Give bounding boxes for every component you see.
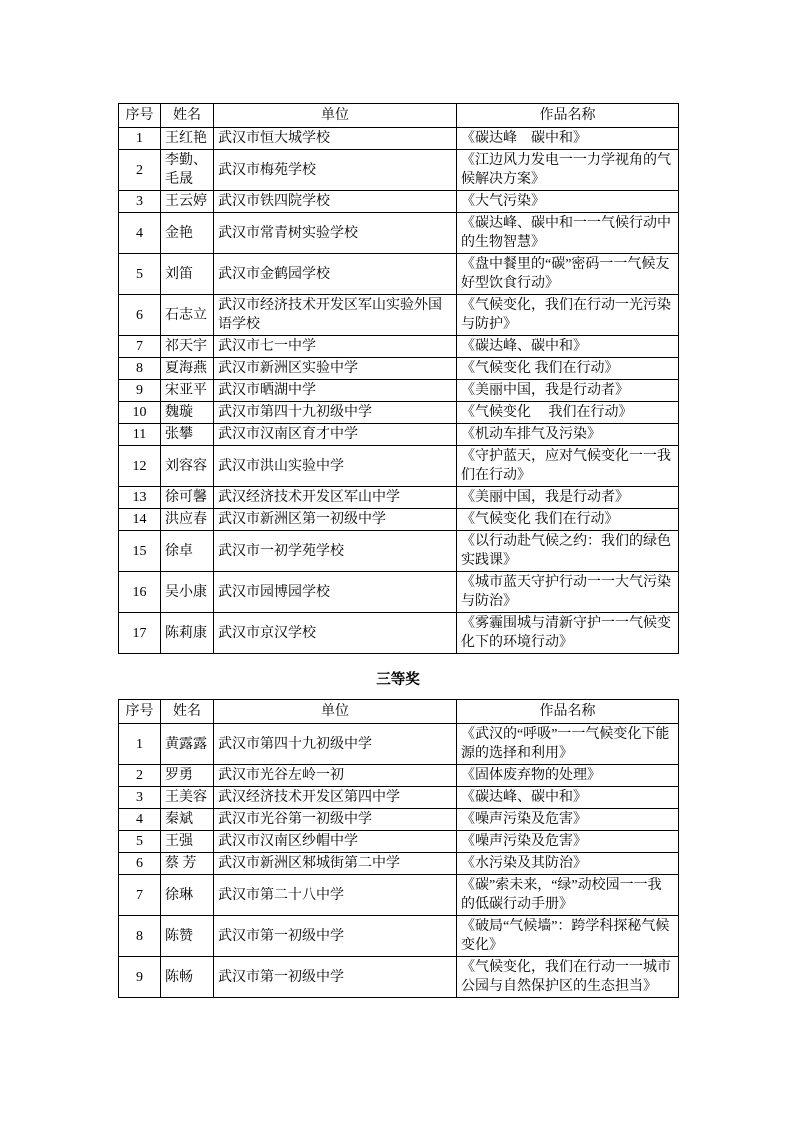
row-work-title: 《碳达峰 碳中和》 <box>457 128 679 150</box>
table-row <box>119 446 679 487</box>
table-header-row <box>119 104 679 128</box>
row-serial-number: 3 <box>119 787 161 809</box>
row-serial-number: 7 <box>119 875 161 916</box>
column-header-unit: 单位 <box>214 104 457 128</box>
table-row <box>119 213 679 254</box>
row-person-name: 石志立 <box>161 295 214 336</box>
row-serial-number: 14 <box>119 509 161 531</box>
row-person-name: 徐卓 <box>161 531 214 572</box>
table-row <box>119 724 679 765</box>
row-serial-number: 2 <box>119 150 161 191</box>
row-school-unit: 武汉市第四十九初级中学 <box>214 402 457 424</box>
row-work-title: 《美丽中国，我是行动者》 <box>457 487 679 509</box>
row-school-unit: 武汉市铁四院学校 <box>214 191 457 213</box>
row-person-name: 陈莉康 <box>161 613 214 654</box>
row-person-name: 王强 <box>161 831 214 853</box>
row-work-title: 《雾霾围城与清新守护一一气候变化下的环境行动》 <box>457 613 679 654</box>
table-row <box>119 380 679 402</box>
row-school-unit: 武汉市洪山实验中学 <box>214 446 457 487</box>
row-school-unit: 武汉市新洲区实验中学 <box>214 358 457 380</box>
table-row <box>119 613 679 654</box>
row-person-name: 金艳 <box>161 213 214 254</box>
table-row <box>119 572 679 613</box>
row-work-title: 《盘中餐里的“碳”密码一一气候友好型饮食行动》 <box>457 254 679 295</box>
column-header-unit: 单位 <box>214 700 457 724</box>
row-person-name: 徐琳 <box>161 875 214 916</box>
row-person-name: 刘笛 <box>161 254 214 295</box>
table-row <box>119 875 679 916</box>
row-serial-number: 7 <box>119 336 161 358</box>
table-row <box>119 358 679 380</box>
row-person-name: 李勤、毛晟 <box>161 150 214 191</box>
row-serial-number: 1 <box>119 724 161 765</box>
row-serial-number: 5 <box>119 831 161 853</box>
table-row <box>119 128 679 150</box>
row-work-title: 《碳达峰、碳中和一一气候行动中的生物智慧》 <box>457 213 679 254</box>
row-person-name: 陈畅 <box>161 957 214 998</box>
table-row <box>119 916 679 957</box>
row-work-title: 《机动车排气及污染》 <box>457 424 679 446</box>
row-school-unit: 武汉市汉南区育才中学 <box>214 424 457 446</box>
document-content <box>118 103 678 998</box>
column-header-work: 作品名称 <box>457 104 679 128</box>
row-work-title: 《破局“气候墙”：跨学科探秘气候变化》 <box>457 916 679 957</box>
table-row <box>119 424 679 446</box>
row-school-unit: 武汉经济技术开发区第四中学 <box>214 787 457 809</box>
award-table-third-prize <box>118 699 679 998</box>
table-row <box>119 295 679 336</box>
award-table-upper <box>118 103 679 654</box>
row-school-unit: 武汉市光谷左岭一初 <box>214 765 457 787</box>
row-serial-number: 9 <box>119 957 161 998</box>
row-person-name: 宋亚平 <box>161 380 214 402</box>
table-row <box>119 487 679 509</box>
row-person-name: 王美容 <box>161 787 214 809</box>
row-school-unit: 武汉市园博园学校 <box>214 572 457 613</box>
row-school-unit: 武汉市京汉学校 <box>214 613 457 654</box>
table-header-row <box>119 700 679 724</box>
row-person-name: 蔡 芳 <box>161 853 214 875</box>
row-serial-number: 6 <box>119 295 161 336</box>
row-serial-number: 8 <box>119 916 161 957</box>
row-person-name: 黄露露 <box>161 724 214 765</box>
row-work-title: 《以行动赴气候之约：我们的绿色实践课》 <box>457 531 679 572</box>
row-serial-number: 16 <box>119 572 161 613</box>
column-header-name: 姓名 <box>161 700 214 724</box>
table-row <box>119 509 679 531</box>
row-work-title: 《气候变化 我们在行动》 <box>457 358 679 380</box>
row-work-title: 《碳达峰、碳中和》 <box>457 787 679 809</box>
row-serial-number: 2 <box>119 765 161 787</box>
row-person-name: 夏海燕 <box>161 358 214 380</box>
row-person-name: 陈赞 <box>161 916 214 957</box>
table-row <box>119 254 679 295</box>
row-person-name: 魏璇 <box>161 402 214 424</box>
row-school-unit: 武汉市第一初级中学 <box>214 916 457 957</box>
table-row <box>119 787 679 809</box>
row-serial-number: 10 <box>119 402 161 424</box>
row-school-unit: 武汉市汉南区纱帽中学 <box>214 831 457 853</box>
row-serial-number: 5 <box>119 254 161 295</box>
table-row <box>119 531 679 572</box>
column-header-serial: 序号 <box>119 700 161 724</box>
table-row <box>119 402 679 424</box>
table-row <box>119 853 679 875</box>
row-work-title: 《气候变化 我们在行动》 <box>457 509 679 531</box>
table-row <box>119 765 679 787</box>
row-serial-number: 11 <box>119 424 161 446</box>
table-row <box>119 957 679 998</box>
row-serial-number: 13 <box>119 487 161 509</box>
table-row <box>119 336 679 358</box>
row-serial-number: 4 <box>119 213 161 254</box>
row-person-name: 罗勇 <box>161 765 214 787</box>
row-school-unit: 武汉市梅苑学校 <box>214 150 457 191</box>
column-header-work: 作品名称 <box>457 700 679 724</box>
row-person-name: 王红艳 <box>161 128 214 150</box>
section-heading-third-prize: 三等奖 <box>376 672 420 688</box>
row-serial-number: 3 <box>119 191 161 213</box>
award-table-upper-body <box>119 128 679 654</box>
column-header-serial: 序号 <box>119 104 161 128</box>
table-row <box>119 831 679 853</box>
row-school-unit: 武汉市新洲区第一初级中学 <box>214 509 457 531</box>
row-serial-number: 8 <box>119 358 161 380</box>
row-work-title: 《气候变化，我们在行动一光污染与防护》 <box>457 295 679 336</box>
row-school-unit: 武汉市常青树实验学校 <box>214 213 457 254</box>
row-school-unit: 武汉市恒大城学校 <box>214 128 457 150</box>
row-serial-number: 4 <box>119 809 161 831</box>
row-person-name: 吴小康 <box>161 572 214 613</box>
row-school-unit: 武汉市一初学苑学校 <box>214 531 457 572</box>
row-serial-number: 12 <box>119 446 161 487</box>
row-work-title: 《武汉的“呼吸”一一气候变化下能源的选择和利用》 <box>457 724 679 765</box>
row-work-title: 《江边风力发电一一力学视角的气候解决方案》 <box>457 150 679 191</box>
row-work-title: 《噪声污染及危害》 <box>457 831 679 853</box>
row-serial-number: 9 <box>119 380 161 402</box>
row-work-title: 《水污染及其防治》 <box>457 853 679 875</box>
row-serial-number: 15 <box>119 531 161 572</box>
table-row <box>119 809 679 831</box>
row-work-title: 《城市蓝天守护行动一一大气污染与防治》 <box>457 572 679 613</box>
row-person-name: 徐可馨 <box>161 487 214 509</box>
row-person-name: 刘容容 <box>161 446 214 487</box>
row-work-title: 《美丽中国，我是行动者》 <box>457 380 679 402</box>
row-person-name: 洪应春 <box>161 509 214 531</box>
row-person-name: 张攀 <box>161 424 214 446</box>
table-row <box>119 191 679 213</box>
row-serial-number: 17 <box>119 613 161 654</box>
table-header <box>119 700 679 724</box>
row-work-title: 《固体废弃物的处理》 <box>457 765 679 787</box>
row-work-title: 《大气污染》 <box>457 191 679 213</box>
column-header-name: 姓名 <box>161 104 214 128</box>
row-work-title: 《碳”索未来，“绿”动校园一一我的低碳行动手册》 <box>457 875 679 916</box>
row-school-unit: 武汉市经济技术开发区军山实验外国语学校 <box>214 295 457 336</box>
row-school-unit: 武汉市新洲区邾城街第二中学 <box>214 853 457 875</box>
row-person-name: 秦斌 <box>161 809 214 831</box>
row-school-unit: 武汉市第一初级中学 <box>214 957 457 998</box>
row-work-title: 《守护蓝天，应对气候变化一一我们在行动》 <box>457 446 679 487</box>
row-work-title: 《碳达峰、碳中和》 <box>457 336 679 358</box>
row-school-unit: 武汉市晒湖中学 <box>214 380 457 402</box>
table-row <box>119 150 679 191</box>
row-school-unit: 武汉市第二十八中学 <box>214 875 457 916</box>
row-school-unit: 武汉市七一中学 <box>214 336 457 358</box>
row-person-name: 祁天宇 <box>161 336 214 358</box>
row-work-title: 《噪声污染及危害》 <box>457 809 679 831</box>
award-table-third-prize-body <box>119 724 679 998</box>
row-school-unit: 武汉市金鹤园学校 <box>214 254 457 295</box>
row-serial-number: 1 <box>119 128 161 150</box>
row-school-unit: 武汉经济技术开发区军山中学 <box>214 487 457 509</box>
table-header <box>119 104 679 128</box>
row-person-name: 王云婷 <box>161 191 214 213</box>
row-school-unit: 武汉市光谷第一初级中学 <box>214 809 457 831</box>
row-work-title: 《气候变化，我们在行动一一城市公园与自然保护区的生态担当》 <box>457 957 679 998</box>
row-school-unit: 武汉市第四十九初级中学 <box>214 724 457 765</box>
row-work-title: 《气候变化 我们在行动》 <box>457 402 679 424</box>
row-serial-number: 6 <box>119 853 161 875</box>
